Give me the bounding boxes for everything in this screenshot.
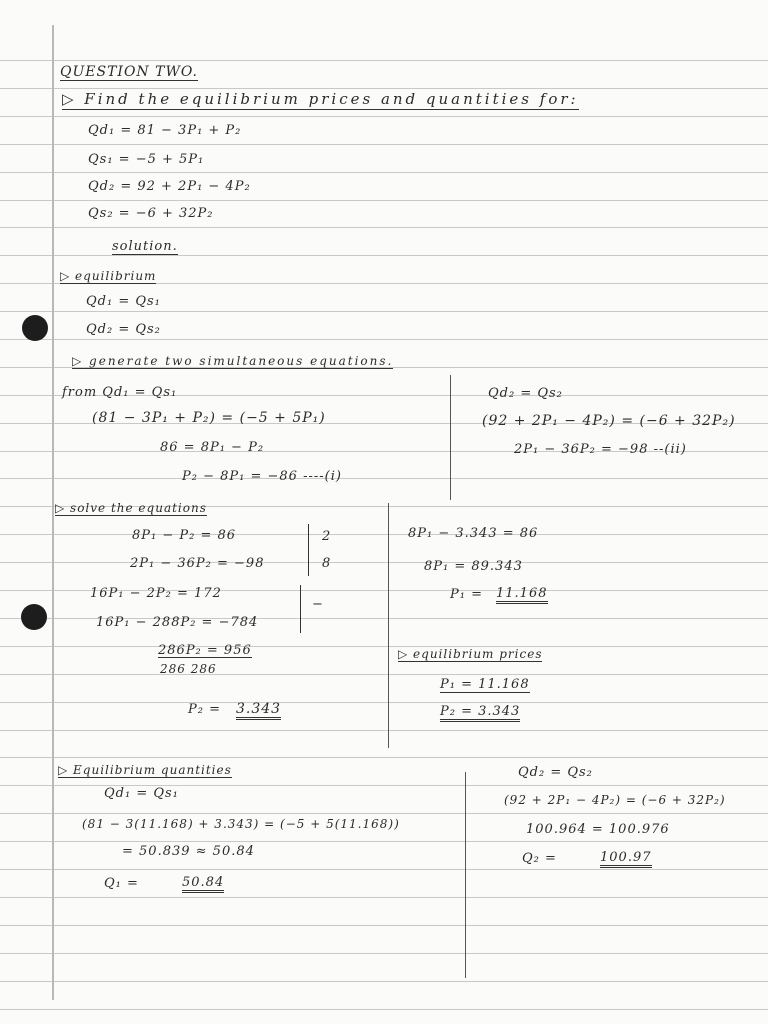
ruled-line [0, 227, 768, 228]
equation-qd1: Qd₁ = 81 − 3P₁ + P₂ [88, 123, 242, 138]
eq-quantities-label: ▷ Equilibrium quantities [58, 763, 232, 777]
left-equation-2: 86 = 8P₁ − P₂ [160, 440, 265, 455]
punch-hole [21, 604, 47, 630]
ruled-line [0, 702, 768, 703]
elim-equation-3: 16P₁ − 2P₂ = 172 [90, 586, 222, 601]
ruled-line [0, 311, 768, 312]
ruled-line [0, 1009, 768, 1010]
equilibrium-condition-1: Qd₁ = Qs₁ [86, 294, 161, 309]
q1-result-label: Q₁ = [104, 876, 139, 891]
ruled-line [0, 172, 768, 173]
ruled-line [0, 897, 768, 898]
p2-result-value: 3.343 [236, 702, 281, 720]
q2-condition: Qd₂ = Qs₂ [518, 765, 593, 780]
equilibrium-condition-2: Qd₂ = Qs₂ [86, 322, 161, 337]
division-denominator: 286 286 [160, 662, 217, 676]
right-equation-3: 2P₁ − 36P₂ = −98 --(ii) [514, 442, 687, 457]
column-divider [450, 375, 451, 500]
ruled-line [0, 730, 768, 731]
elim-equation-4: 16P₁ − 288P₂ = −784 [96, 615, 259, 630]
ruled-line [0, 534, 768, 535]
subtract-sign: − [312, 597, 324, 612]
ruled-line [0, 813, 768, 814]
q2-result-label: Q₂ = [522, 851, 557, 866]
ruled-line [0, 200, 768, 201]
multiplier-bracket [308, 524, 309, 576]
eq-quantity-substitution: (81 − 3(11.168) + 3.343) = (−5 + 5(11.168)) [82, 817, 400, 831]
multiplier-2: 8 [322, 556, 332, 571]
p1-result-value: 11.168 [496, 587, 548, 604]
ruled-line [0, 925, 768, 926]
margin-line [52, 25, 54, 1000]
elim-equation-1: 8P₁ − P₂ = 86 [132, 528, 237, 543]
subtract-bracket [300, 585, 301, 633]
ruled-line [0, 869, 768, 870]
from-condition: from Qd₁ = Qs₁ [62, 385, 178, 400]
p1-result-label: P₁ = [450, 587, 483, 602]
ruled-line [0, 841, 768, 842]
eq-quantity-condition: Qd₁ = Qs₁ [104, 786, 179, 801]
eq-quantity-value: = 50.839 ≈ 50.84 [122, 844, 255, 859]
eq-prices-label: ▷ equilibrium prices [398, 647, 543, 661]
subst-equation-1: 8P₁ − 3.343 = 86 [408, 526, 539, 541]
multiplier-1: 2 [322, 529, 332, 544]
q2-substitution: (92 + 2P₁ − 4P₂) = (−6 + 32P₂) [504, 793, 726, 807]
equilibrium-label: ▷ equilibrium [60, 269, 157, 283]
eq-price-p2: P₂ = 3.343 [440, 705, 520, 722]
subst-equation-2: 8P₁ = 89.343 [424, 559, 523, 574]
solution-heading: solution. [112, 239, 178, 254]
ruled-line [0, 757, 768, 758]
equation-qd2: Qd₂ = 92 + 2P₁ − 4P₂ [88, 179, 251, 194]
eq-price-p1: P₁ = 11.168 [440, 677, 530, 692]
ruled-line [0, 562, 768, 563]
question-prompt: ▷ Find the equilibrium prices and quantities for: [62, 90, 579, 108]
ruled-line [0, 60, 768, 61]
solve-label: ▷ solve the equations [55, 501, 207, 515]
ruled-line [0, 674, 768, 675]
q2-value: 100.964 = 100.976 [526, 822, 670, 837]
generate-label: ▷ generate two simultaneous equations. [72, 354, 394, 368]
right-equation-2: (92 + 2P₁ − 4P₂) = (−6 + 32P₂) [482, 413, 736, 429]
ruled-line [0, 981, 768, 982]
left-equation-3: P₂ − 8P₁ = −86 ----(i) [182, 469, 342, 484]
ruled-line [0, 144, 768, 145]
column-divider [465, 772, 466, 978]
ruled-line [0, 646, 768, 647]
q1-result-value: 50.84 [182, 876, 224, 893]
ruled-line [0, 339, 768, 340]
ruled-line [0, 116, 768, 117]
equation-qs2: Qs₂ = −6 + 32P₂ [88, 206, 214, 221]
q2-result-value: 100.97 [600, 851, 652, 868]
ruled-line [0, 255, 768, 256]
right-equation-1: Qd₂ = Qs₂ [488, 386, 563, 401]
division-numerator: 286P₂ = 956 [158, 643, 252, 658]
column-divider [388, 503, 389, 748]
ruled-line [0, 953, 768, 954]
elim-equation-2: 2P₁ − 36P₂ = −98 [130, 556, 265, 571]
ruled-line [0, 478, 768, 479]
left-equation-1: (81 − 3P₁ + P₂) = (−5 + 5P₁) [92, 410, 326, 426]
punch-hole [22, 315, 48, 341]
equation-qs1: Qs₁ = −5 + 5P₁ [88, 152, 205, 167]
p2-result-label: P₂ = [188, 702, 221, 717]
question-heading: QUESTION TWO. [60, 64, 198, 80]
ruled-line [0, 88, 768, 89]
